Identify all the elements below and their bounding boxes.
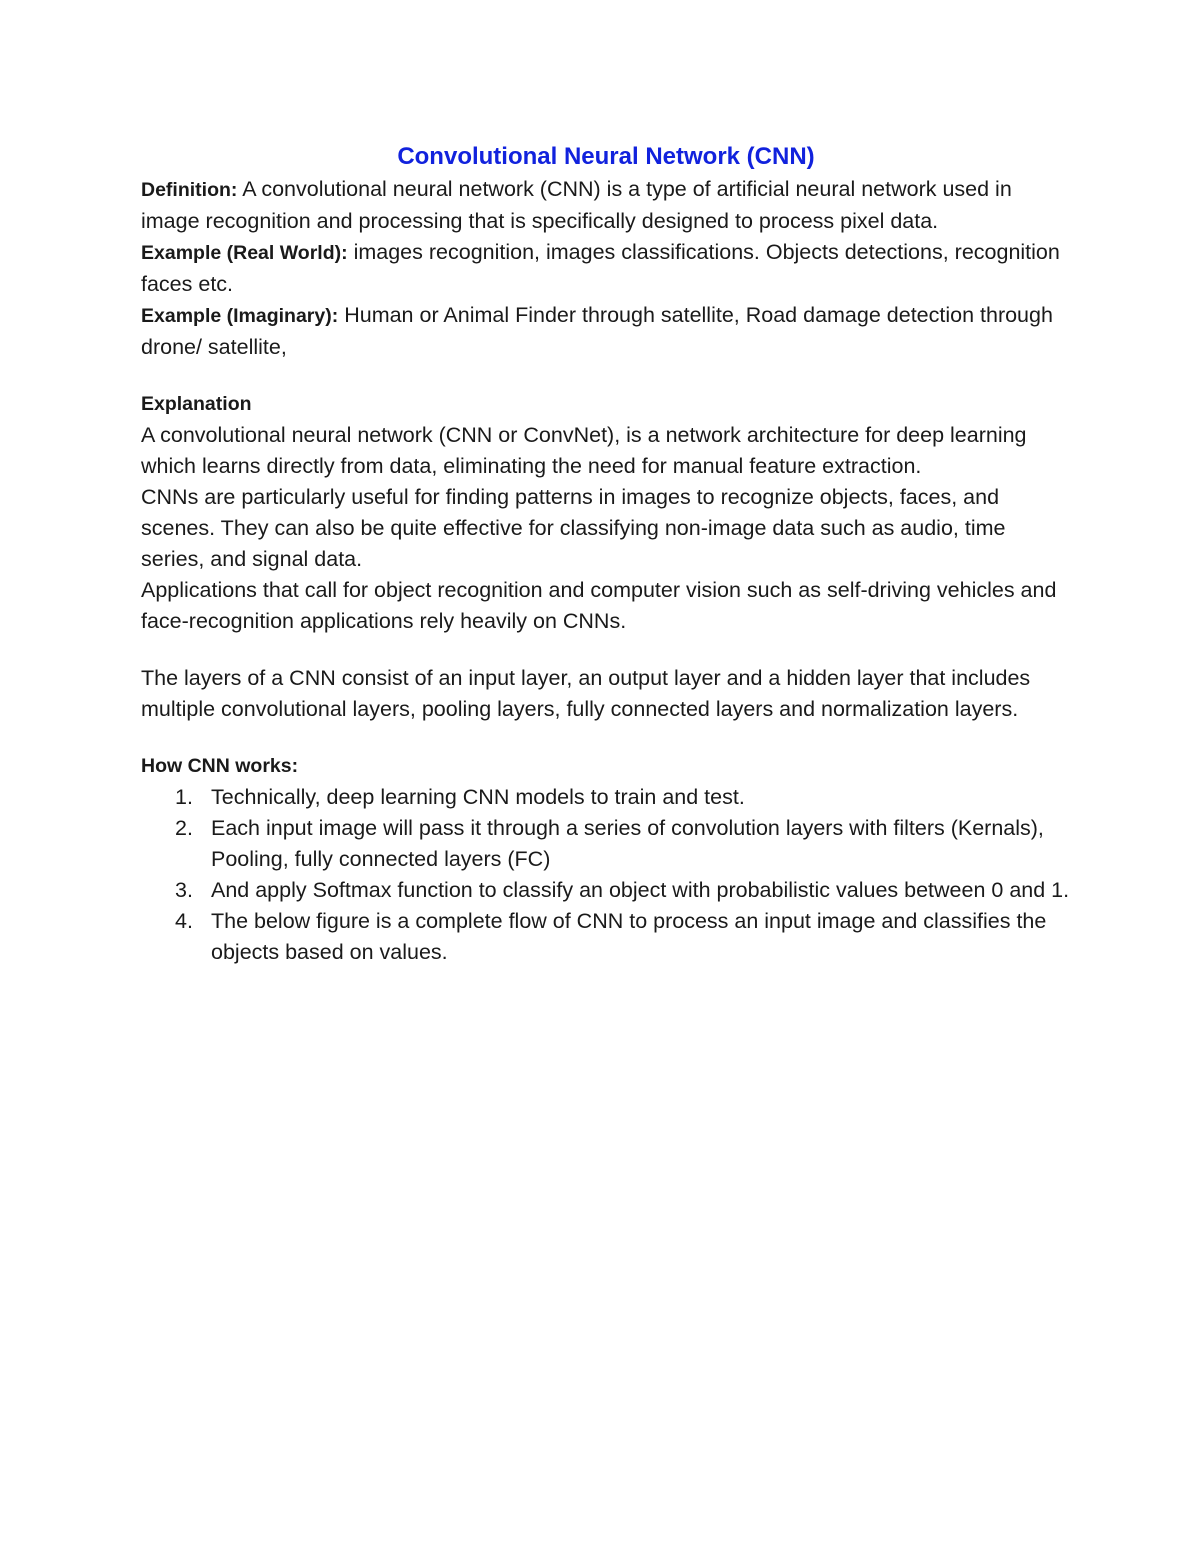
how-it-works-heading: How CNN works: [141,755,299,777]
list-item-number: 2. [175,816,193,840]
document-title: Convolutional Neural Network (CNN) [397,143,815,170]
list-item-number: 3. [175,878,193,902]
example-real-paragraph [141,237,1071,300]
steps-list [141,782,1071,968]
list-item-text: Each input image will pass it through a series of convolution layers with filters (Kernals), Pooling, fully connected layers (FC) [211,816,1044,871]
list-item-text: And apply Softmax function to classify an object with probabilistic values between 0 and 1. [211,878,1070,902]
definition-label: Definition: [141,179,238,201]
list-item-text: The below figure is a complete flow of CNN to process an input image and classifies the objects based on values. [211,909,1047,964]
explanation-paragraph: CNNs are particularly useful for finding patterns in images to recognize objects, faces, and scenes. They can also be quite effective for classifying non-image data such as audio, time series, and signal data. [141,485,1006,571]
example-imaginary-paragraph [141,300,1071,363]
list-item-number: 4. [175,909,193,933]
list-item-text: Technically, deep learning CNN models to train and test. [211,785,745,809]
spacer [141,637,1071,663]
spacer [141,363,1071,389]
list-item [141,906,1071,968]
example-real-label: Example (Real World): [141,242,348,264]
list-item [141,782,1071,813]
example-imaginary-label: Example (Imaginary): [141,305,339,327]
explanation-paragraph: A convolutional neural network (CNN or ConvNet), is a network architecture for deep learning which learns directly from data, eliminating the need for manual feature extraction. [141,423,1027,478]
explanation-heading: Explanation [141,393,252,415]
definition-text: A convolutional neural network (CNN) is a type of artificial neural network used in image recognition and processing that is specifically designed to process pixel data. [141,177,1012,233]
explanation-paragraph: Applications that call for object recognition and computer vision such as self-driving vehicles and face-recognition applications rely heavily on CNNs. [141,578,1057,633]
spacer [141,725,1071,751]
layers-paragraph: The layers of a CNN consist of an input layer, an output layer and a hidden layer that includes multiple convolutional layers, pooling layers, fully connected layers and normalization layers. [141,666,1031,721]
example-imaginary-text: Human or Animal Finder through satellite, Road damage detection through drone/ satellite, [141,303,1053,359]
document-page [141,140,1071,968]
list-item-number: 1. [175,785,193,809]
definition-paragraph [141,174,1071,237]
example-real-text: images recognition, images classifications. Objects detections, recognition faces etc. [141,240,1060,296]
list-item [141,813,1071,875]
list-item [141,875,1071,906]
